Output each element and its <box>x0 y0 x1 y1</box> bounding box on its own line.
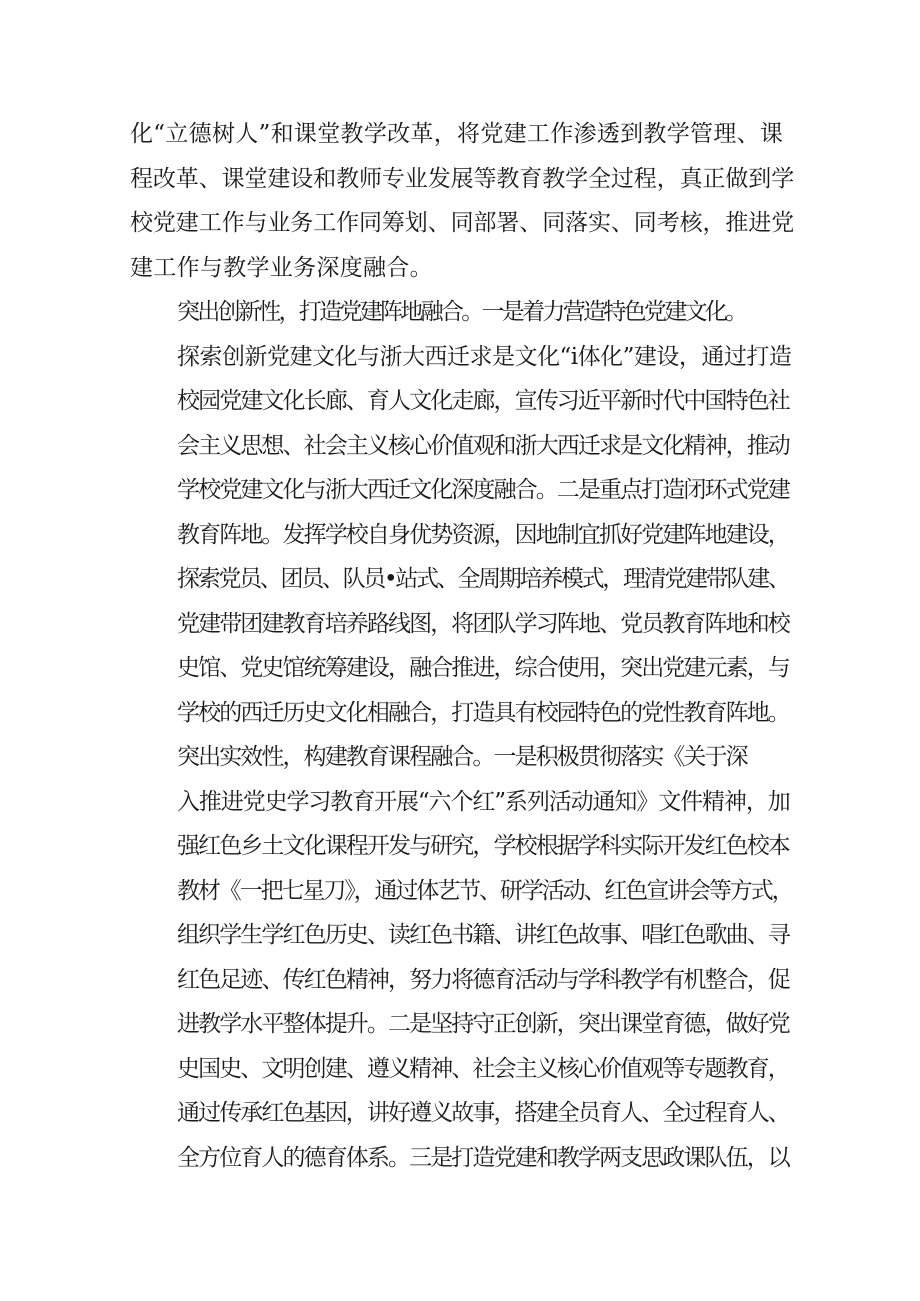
text-line: 教材《一把七星刀》，通过体艺节、研学活动、红色宣讲会等方式， <box>177 877 793 904</box>
text-line: 化“立德树人”和课堂教学改革，将党建工作渗透到教学管理、课 <box>130 121 784 147</box>
text-line: 强红色乡土文化课程开发与研究，学校根据学科实际开发红色校本 <box>177 833 789 859</box>
text-line: 全方位育人的德育体系。三是打造党建和教学两支思政课队伍，以 <box>177 1144 789 1171</box>
text-line: 建工作与教学业务深度融合。 <box>130 254 433 281</box>
document-body <box>130 112 794 1180</box>
text-line: 党建带团建教育培养路线图，将团队学习阵地、党员教育阵地和校 <box>177 610 789 637</box>
text-line: 会主义思想、社会主义核心价值观和浙大西迁求是文化精神，推动 <box>177 432 789 459</box>
text-line: 程改革、课堂建设和教师专业发展等教育教学全过程，真正做到学 <box>130 165 795 192</box>
text-line: 入推进党史学习教育开展“六个红”系列活动通知》文件精神，加 <box>177 788 790 815</box>
text-line: 红色足迹、传红色精神，努力将德育活动与学科教学有机整合，促 <box>177 966 789 993</box>
text-line: 史馆、党史馆统筹建设，融合推进，综合使用，突出党建元素，与 <box>177 655 789 681</box>
text-line: 教育阵地。发挥学校自身优势资源，因地制宜抓好党建阵地建设， <box>177 521 789 548</box>
text-line: 校园党建文化长廊、育人文化走廊，宣传习近平新时代中国特色社 <box>177 388 789 414</box>
paragraph-innovation <box>130 290 794 735</box>
text-line: 通过传承红色基因，讲好遵义故事，搭建全员育人、全过程育人、 <box>177 1100 789 1126</box>
paragraph-party-building-integration <box>130 112 794 290</box>
text-line: 组织学生学红色历史、读红色书籍、讲红色故事、唱红色歌曲、寻 <box>177 922 789 948</box>
text-line: 史国史、文明创建、遵义精神、社会主义核心价值观等专题教育， <box>177 1055 789 1082</box>
text-line: 探索党员、团员、队员•站式、全周期培养模式，理清党建带队建、 <box>177 566 789 592</box>
text-line: 学校党建文化与浙大西迁文化深度融合。二是重点打造闭环式党建 <box>177 477 789 503</box>
text-line: 学校的西迁历史文化相融合，打造具有校园特色的党性教育阵地。 <box>177 699 789 726</box>
text-line: 突出创新性，打造党建阵地融合。一是着力营造特色党建文化。 <box>177 299 746 325</box>
text-line: 探索创新党建文化与浙大西迁求是文化“i体化”建设，通过打造 <box>177 343 792 370</box>
text-line: 校党建工作与业务工作同筹划、同部署、同落实、同考核，推进党 <box>130 210 795 236</box>
text-line: 进教学水平整体提升。二是坚持守正创新，突出课堂育德，做好党 <box>177 1011 789 1037</box>
paragraph-effectiveness <box>130 735 794 1180</box>
text-line: 突出实效性，构建教育课程融合。一是积极贯彻落实《关于深 <box>177 744 747 770</box>
